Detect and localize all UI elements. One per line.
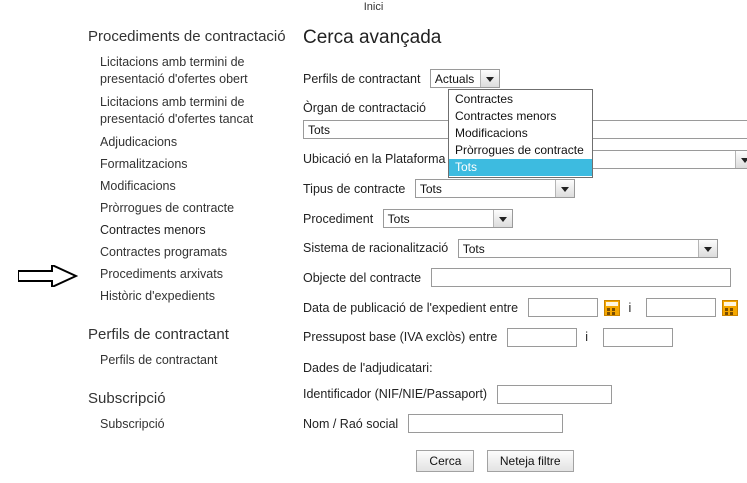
input-data-to[interactable] — [646, 298, 716, 317]
search-button[interactable]: Cerca — [416, 450, 474, 472]
input-objecte-contracte[interactable] — [431, 268, 731, 287]
topbar — [0, 0, 747, 14]
label-ubicacio: Ubicació en la Plataforma — [303, 152, 446, 167]
sidebar-item-historic-expedients[interactable]: Històric d'expedients — [100, 289, 215, 303]
sidebar-item-contractes-programats[interactable]: Contractes programats — [100, 245, 228, 259]
dropdown-option-contractes[interactable]: Contractes — [455, 92, 514, 106]
input-nom-rao-social[interactable] — [408, 414, 563, 433]
field-row-pressupost — [303, 327, 747, 348]
label-identificador: Identificador (NIF/NIE/Passaport) — [303, 387, 488, 402]
breadcrumb-inici[interactable]: Inici — [363, 1, 384, 13]
sidebar-item-formalitzacions[interactable]: Formalitzacions — [100, 157, 188, 171]
label-organ: Òrgan de contractació — [303, 101, 426, 116]
dropdown-option-modificacions[interactable]: Modificacions — [455, 126, 528, 140]
select-tipus-contracte[interactable] — [415, 179, 575, 198]
label-dades-adjudicatari: Dades de l'adjudicatari: — [303, 361, 433, 376]
sidebar-item-perfils-contractant[interactable]: Perfils de contractant — [100, 353, 218, 367]
sidebar-item-modificacions[interactable]: Modificacions — [100, 179, 176, 193]
sidebar-list-procediments — [88, 51, 288, 307]
select-sistema-racionalitzacio[interactable] — [458, 239, 718, 258]
page-title: Cerca avançada — [303, 27, 442, 48]
select-perfils-value: Actuals — [434, 72, 475, 87]
label-nom-rao-social: Nom / Raó social — [303, 416, 399, 431]
sidebar-item-licitacions-obert[interactable]: Licitacions amb termini de presentació d'ofertes obert — [100, 55, 248, 86]
input-pressupost-to[interactable] — [603, 328, 673, 347]
sidebar-list-subscripcio — [88, 413, 288, 435]
chevron-down-icon — [480, 70, 499, 87]
sidebar-item-subscripcio[interactable]: Subscripció — [100, 417, 165, 431]
field-row-perfils — [303, 68, 747, 89]
label-objecte: Objecte del contracte — [303, 270, 422, 285]
label-tipus: Tipus de contracte — [303, 181, 406, 196]
sidebar-item-contractes-menors[interactable]: Contractes menors — [100, 223, 206, 237]
label-pressupost-separator: i — [585, 330, 589, 345]
field-row-sistema — [303, 238, 747, 259]
label-data-separator: i — [628, 300, 632, 315]
field-row-nom — [303, 413, 747, 434]
field-row-objecte — [303, 267, 747, 288]
input-identificador[interactable] — [497, 385, 612, 404]
sidebar-group-title-procediments: Procediments de contractació — [88, 28, 286, 45]
field-row-data — [303, 297, 747, 318]
sidebar-group-title-perfils: Perfils de contractant — [88, 326, 229, 343]
label-procediment: Procediment — [303, 211, 374, 226]
field-row-tipus — [303, 178, 747, 199]
calendar-icon-to[interactable] — [722, 300, 738, 316]
dropdown-option-contractes-menors[interactable]: Contractes menors — [455, 109, 557, 123]
sidebar-item-adjudicacions[interactable]: Adjudicacions — [100, 135, 178, 149]
select-procediment-value: Tots — [387, 212, 410, 227]
label-sistema: Sistema de racionalització — [303, 241, 449, 256]
clear-filter-button[interactable]: Neteja filtre — [487, 450, 574, 472]
sidebar-list-perfils — [88, 349, 288, 371]
field-row-identificador — [303, 383, 747, 404]
sidebar-group-title-subscripcio: Subscripció — [88, 390, 166, 407]
sidebar-item-licitacions-tancat[interactable]: Licitacions amb termini de presentació d'ofertes tancat — [100, 95, 254, 126]
select-sistema-value: Tots — [462, 241, 485, 256]
sidebar-item-procediments-arxivats[interactable]: Procediments arxivats — [100, 267, 223, 281]
dropdown-option-tots[interactable]: Tots — [449, 159, 592, 176]
dropdown-option-prorrogues[interactable]: Pròrrogues de contracte — [455, 143, 584, 157]
chevron-down-icon — [735, 151, 747, 168]
input-data-from[interactable] — [528, 298, 598, 317]
annotation-arrow-sidebar — [18, 265, 78, 287]
field-row-procediment — [303, 208, 747, 229]
label-pressupost: Pressupost base (IVA exclòs) entre — [303, 330, 498, 345]
sidebar-item-prorrogues[interactable]: Pròrrogues de contracte — [100, 201, 235, 215]
chevron-down-icon — [493, 210, 512, 227]
select-tipus-value: Tots — [419, 182, 442, 197]
input-pressupost-from[interactable] — [507, 328, 577, 347]
select-procediment[interactable] — [383, 209, 513, 228]
chevron-down-icon — [555, 180, 574, 197]
select-perfils-contractant[interactable] — [430, 69, 500, 88]
input-organ-contractacio[interactable]: Tots — [303, 120, 747, 139]
label-perfils: Perfils de contractant — [303, 71, 421, 86]
label-data-publicacio: Data de publicació de l'expedient entre — [303, 300, 519, 315]
chevron-down-icon — [698, 240, 717, 257]
calendar-icon-from[interactable] — [604, 300, 620, 316]
form-buttons — [303, 450, 747, 472]
dropdown-ubicacio-options[interactable] — [448, 89, 593, 178]
sidebar — [88, 26, 288, 453]
